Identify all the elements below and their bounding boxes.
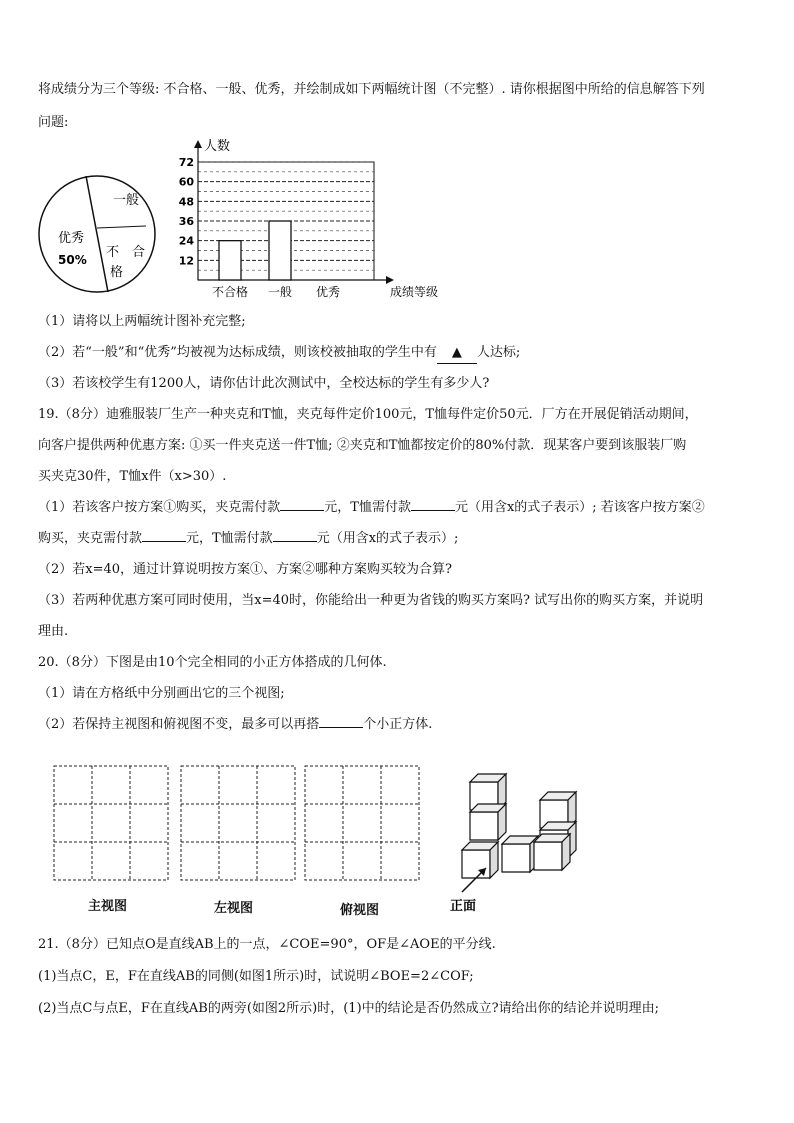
grid-paper-top — [303, 764, 421, 882]
q20-line-1: 20.（8分）下图是由10个完全相同的小正方体搭成的几何体. — [38, 655, 387, 670]
view-label-main: 主视图 — [88, 899, 128, 914]
x-axis-label: 成绩等级 — [390, 285, 439, 299]
q19-p1-d: 购买，夹克需付款 — [38, 531, 143, 546]
q19-part-3a: （3）若两种优惠方案可同时使用，当x=40时，你能给出一种更为省钱的购买方案吗? 试写出你的购买方案，并说明 — [38, 593, 704, 608]
intro-line-1: 将成绩分为三个等级: 不合格、一般、优秀，并绘制成如下两幅统计图（不完整）. 请你根据图中所给的信息解答下列 — [38, 82, 705, 97]
grid-paper-left — [179, 764, 297, 882]
view-label-left: 左视图 — [214, 901, 254, 916]
front-label: 正面 — [450, 899, 477, 914]
view-label-top: 俯视图 — [340, 903, 380, 918]
y-tick-label: 24 — [178, 234, 194, 248]
q20-blank — [319, 727, 363, 728]
q19-blank-2 — [411, 510, 455, 511]
q20-part-1: （1）请在方格纸中分别画出它的三个视图; — [38, 686, 285, 701]
q18-part-2-pre: （2）若“一般”和“优秀”均被视为达标成绩，则该校被抽取的学生中有 — [38, 345, 437, 360]
q21-part-2: (2)当点C与点E，F在直线AB的两旁(如图2所示)时，(1)中的结论是否仍然成立?请给出你的结论并说明理由; — [38, 1001, 659, 1016]
q19-line-1: 19.（8分）迪雅服装厂生产一种夹克和T恤，夹克每件定价100元，T恤每件定价50元．厂方在开展促销活动期间， — [38, 407, 698, 422]
q20-p2-a: （2）若保持主视图和俯视图不变，最多可以再搭 — [38, 717, 320, 732]
y-tick-label: 72 — [178, 156, 194, 169]
grid-paper-main — [52, 764, 170, 882]
x-tick-label: 一般 — [267, 285, 293, 299]
pie-divider-2 — [97, 226, 146, 228]
bar-0 — [219, 241, 241, 280]
pie-chart — [36, 168, 160, 300]
bar-chart — [168, 134, 439, 304]
q18-part-3: （3）若该校学生有1200人，请你估计此次测试中，全校达标的学生有多少人? — [38, 376, 490, 391]
y-tick-label: 48 — [178, 195, 194, 209]
q19-part-1a — [38, 498, 705, 518]
pie-label-excellent: 优秀 — [58, 231, 85, 246]
q21-line-1: 21.（8分）已知点O是直线AB上的一点，∠COE=90°，OF是∠AOE的平分线. — [38, 937, 496, 952]
q19-p1-f: 元（用含x的式子表示）; — [316, 531, 459, 546]
q20-p2-b: 个小正方体. — [363, 717, 433, 732]
q18-part-1: （1）请将以上两幅统计图补充完整; — [38, 314, 246, 329]
y-axis-label: 人数 — [204, 139, 231, 154]
pie-label-fail-c: 格 — [110, 265, 124, 280]
q19-line-3: 买夹克30件，T恤x件（x>30）. — [38, 469, 227, 484]
q19-blank-1 — [280, 510, 324, 511]
bar-1 — [269, 221, 291, 280]
q21-part-1: (1)当点C，E，F在直线AB的同侧(如图1所示)时，试说明∠BOE=2∠COF; — [38, 969, 474, 984]
intro-line-2: 问题: — [38, 115, 69, 130]
q18-blank: ▲ — [437, 343, 477, 364]
q18-part-2 — [38, 343, 520, 364]
pie-divider — [86, 176, 108, 292]
pie-label-excellent-pct: 50% — [58, 253, 87, 267]
pie-label-fail-a: 不 — [106, 245, 120, 260]
q19-blank-4 — [273, 541, 317, 542]
q19-line-2: 向客户提供两种优惠方案: ①买一件夹克送一件T恤; ②夹克和T恤都按定价的80%付款．现某客户要到该服装厂购 — [38, 438, 687, 453]
x-tick-label: 优秀 — [315, 285, 341, 299]
q19-part-1b — [38, 529, 458, 549]
y-axis-arrow — [194, 140, 202, 148]
q19-p1-c: 元（用含x的式子表示）; 若该客户按方案② — [454, 500, 705, 515]
q20-part-2 — [38, 715, 432, 735]
q19-blank-3 — [142, 541, 186, 542]
q19-p1-b: 元，T恤需付款 — [324, 500, 411, 515]
pie-label-general: 一般 — [113, 193, 140, 208]
y-tick-label: 12 — [178, 254, 194, 268]
q19-p1-a: （1）若该客户按方案①购买，夹克需付款 — [38, 500, 281, 515]
q19-part-2: （2）若x=40，通过计算说明按方案①、方案②哪种方案购买较为合算? — [38, 562, 453, 577]
pie-label-fail-b: 合 — [132, 245, 146, 260]
cube-stack-figure — [448, 764, 588, 914]
q19-p1-e: 元，T恤需付款 — [186, 531, 273, 546]
y-tick-label: 36 — [178, 215, 194, 228]
q19-part-3b: 理由. — [38, 624, 69, 639]
x-tick-label: 不合格 — [211, 285, 249, 299]
q18-part-2-post: 人达标; — [476, 345, 521, 360]
y-tick-label: 60 — [178, 175, 194, 189]
x-axis-arrow — [386, 276, 394, 284]
